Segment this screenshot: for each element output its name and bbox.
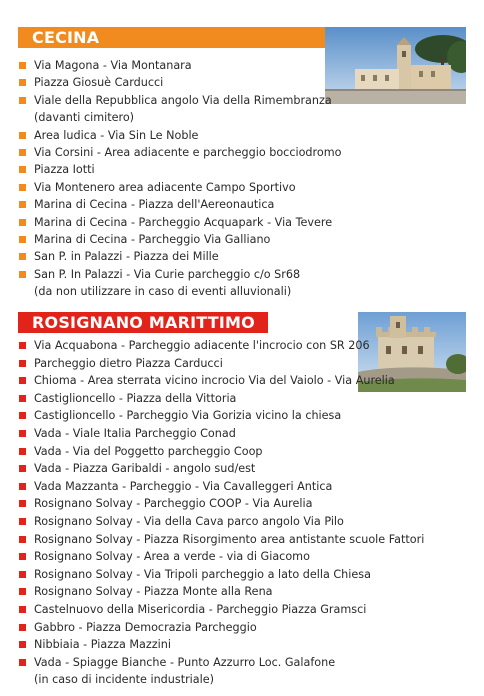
list-item: Rosignano Solvay - Piazza Monte alla Rena [18, 583, 424, 601]
list-item: Piazza Iotti [18, 161, 341, 178]
bullet-square-icon [19, 377, 26, 384]
bullet-square-icon [19, 465, 26, 472]
bullet-square-icon [19, 253, 26, 260]
list-item: Gabbro - Piazza Democrazia Parcheggio [18, 619, 424, 637]
list-item: Castelnuovo della Misericordia - Parcheggio Piazza Gramsci [18, 601, 424, 619]
list-item: Via Montenero area adiacente Campo Sportivo [18, 179, 341, 196]
list-item: Area ludica - Via Sin Le Noble [18, 127, 341, 144]
bullet-square-icon [19, 166, 26, 173]
bullet-square-icon [19, 236, 26, 243]
bullet-square-icon [19, 624, 26, 631]
bullet-square-icon [19, 483, 26, 490]
list-item: Vada - Viale Italia Parcheggio Conad [18, 425, 424, 443]
list-item: Rosignano Solvay - Parcheggio COOP - Via Aurelia [18, 495, 424, 513]
list-item: Chioma - Area sterrata vicino incrocio Via del Vaiolo - Via Aurelia [18, 372, 424, 390]
bullet-square-icon [19, 132, 26, 139]
list-rosignano [18, 337, 424, 689]
bullet-square-icon [19, 271, 26, 278]
bullet-square-icon [19, 588, 26, 595]
bullet-square-icon [19, 219, 26, 226]
list-item: Marina di Cecina - Parcheggio Acquapark - Via Tevere [18, 214, 341, 231]
photo-cecina-square [325, 27, 466, 104]
bullet-square-icon [19, 430, 26, 437]
list-item: Piazza Giosuè Carducci [18, 74, 341, 91]
list-item: Castiglioncello - Parcheggio Via Gorizia vicino la chiesa [18, 407, 424, 425]
bullet-square-icon [19, 553, 26, 560]
list-item: Viale della Repubblica angolo Via della Rimembranza (davanti cimitero) [18, 92, 341, 127]
list-item: Nibbiaia - Piazza Mazzini [18, 636, 424, 654]
list-item: Castiglioncello - Piazza della Vittoria [18, 390, 424, 408]
list-item: Rosignano Solvay - Via della Cava parco angolo Via Pilo [18, 513, 424, 531]
list-item: Via Corsini - Area adiacente e parcheggio bocciodromo [18, 144, 341, 161]
list-item: Parcheggio dietro Piazza Carducci [18, 355, 424, 373]
list-item: San P. in Palazzi - Piazza dei Mille [18, 248, 341, 265]
bullet-square-icon [19, 659, 26, 666]
list-item: Vada Mazzanta - Parcheggio - Via Cavalleggeri Antica [18, 478, 424, 496]
list-item: Vada - Piazza Garibaldi - angolo sud/est [18, 460, 424, 478]
bullet-square-icon [19, 97, 26, 104]
bullet-square-icon [19, 518, 26, 525]
bullet-square-icon [19, 184, 26, 191]
bullet-square-icon [19, 149, 26, 156]
bullet-square-icon [19, 201, 26, 208]
bullet-square-icon [19, 79, 26, 86]
list-item: Via Acquabona - Parcheggio adiacente l'incrocio con SR 206 [18, 337, 424, 355]
list-cecina [18, 57, 341, 301]
list-item: Rosignano Solvay - Piazza Risorgimento area antistante scuole Fattori [18, 531, 424, 549]
list-item: Rosignano Solvay - Area a verde - via di Giacomo [18, 548, 424, 566]
list-item: Marina di Cecina - Piazza dell'Aereonautica [18, 196, 341, 213]
bullet-square-icon [19, 62, 26, 69]
list-item: Marina di Cecina - Parcheggio Via Galliano [18, 231, 341, 248]
bullet-square-icon [19, 571, 26, 578]
list-item: San P. In Palazzi - Via Curie parcheggio c/o Sr68 (da non utilizzare in caso di eventi alluvionali) [18, 266, 341, 301]
list-item: Via Magona - Via Montanara [18, 57, 341, 74]
bullet-square-icon [19, 606, 26, 613]
bullet-square-icon [19, 536, 26, 543]
bullet-square-icon [19, 342, 26, 349]
bullet-square-icon [19, 412, 26, 419]
list-item: Rosignano Solvay - Via Tripoli parcheggio a lato della Chiesa [18, 566, 424, 584]
bullet-square-icon [19, 448, 26, 455]
section-title-cecina: CECINA [18, 27, 328, 48]
list-item: Vada - Spiagge Bianche - Punto Azzurro Loc. Galafone (in caso di incidente industriale) [18, 654, 424, 689]
bullet-square-icon [19, 500, 26, 507]
bullet-square-icon [19, 395, 26, 402]
bullet-square-icon [19, 641, 26, 648]
section-title-rosignano: ROSIGNANO MARITTIMO [18, 312, 268, 333]
bullet-square-icon [19, 360, 26, 367]
list-item: Vada - Via del Poggetto parcheggio Coop [18, 443, 424, 461]
